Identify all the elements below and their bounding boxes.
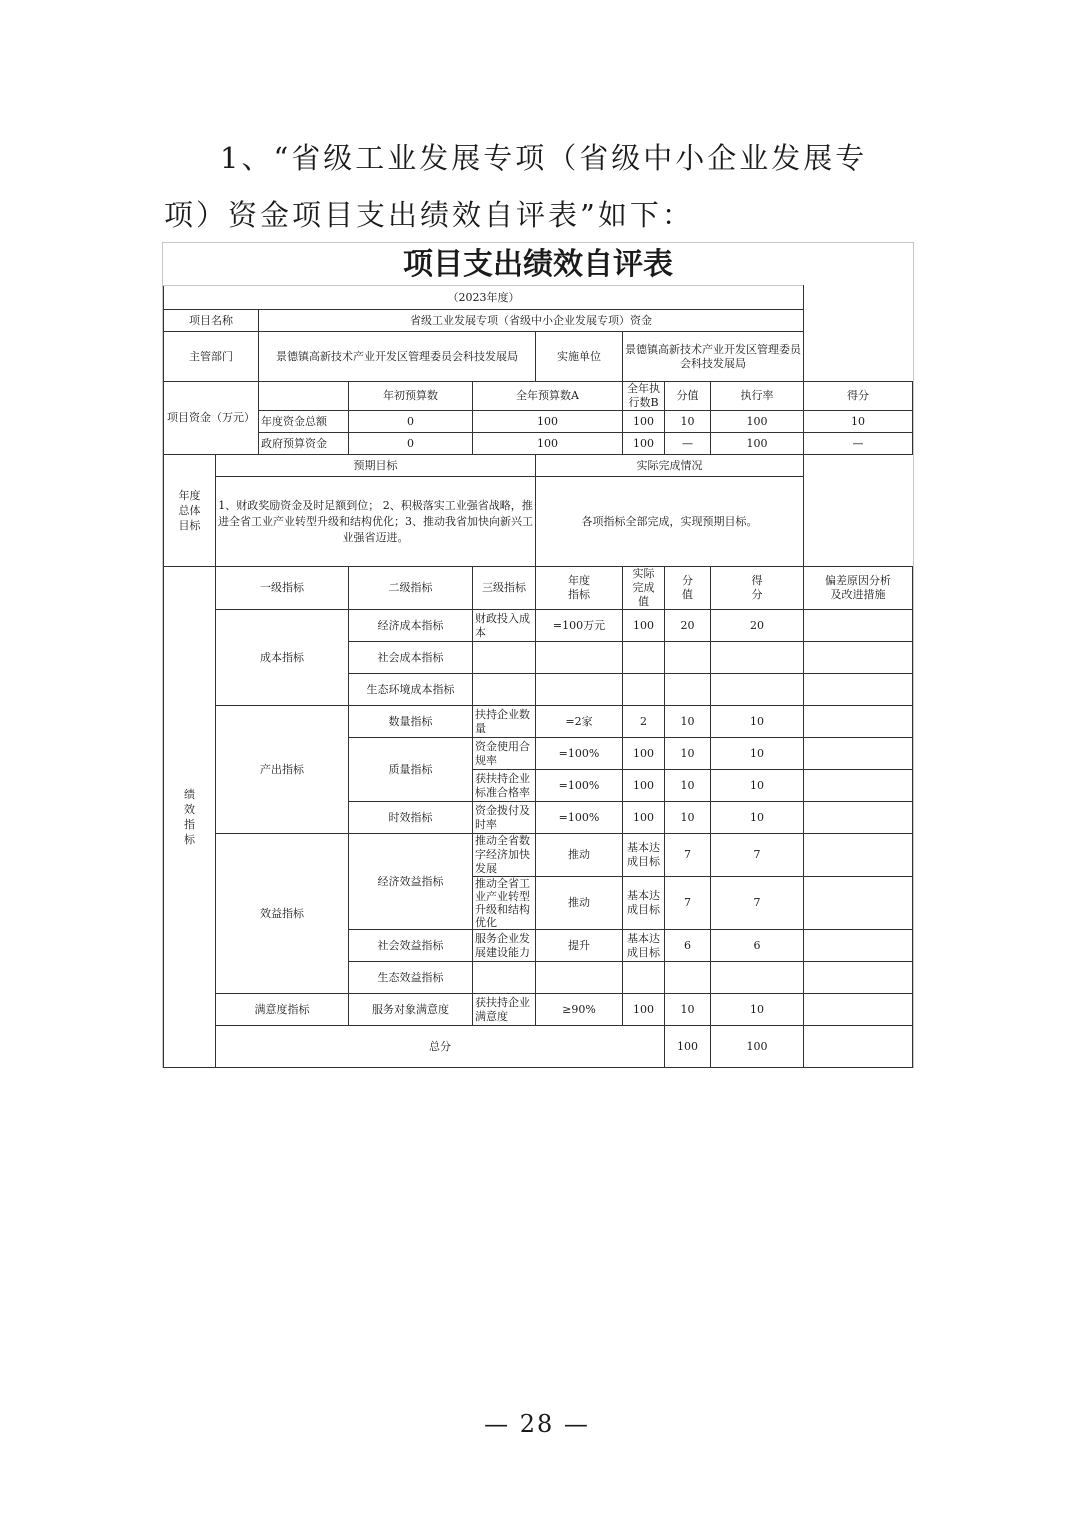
target-cell: =100% bbox=[536, 738, 623, 770]
l3-cell: 获扶持企业满意度 bbox=[473, 994, 536, 1026]
funds-cell: 100 bbox=[623, 411, 665, 433]
funds-blank-header bbox=[259, 382, 349, 411]
target-cell bbox=[536, 674, 623, 706]
l2-cell: 社会效益指标 bbox=[349, 930, 473, 962]
got-cell: 10 bbox=[711, 770, 804, 802]
target-cell: =100万元 bbox=[536, 610, 623, 642]
project-name-value: 省级工业发展专项（省级中小企业发展专项）资金 bbox=[259, 310, 804, 332]
got-cell bbox=[711, 674, 804, 706]
l3-cell bbox=[473, 642, 536, 674]
deviation-cell bbox=[804, 706, 913, 738]
funds-cell: 100 bbox=[711, 433, 804, 455]
actual-cell: 2 bbox=[623, 706, 665, 738]
got-cell: 7 bbox=[711, 834, 804, 877]
funds-header-initial: 年初预算数 bbox=[349, 382, 473, 411]
target-cell: =100% bbox=[536, 770, 623, 802]
funds-cell: — bbox=[665, 433, 711, 455]
intro-paragraph: 1、“省级工业发展专项（省级中小企业发展专项）资金项目支出绩效自评表”如下： bbox=[164, 141, 868, 232]
got-cell: 10 bbox=[711, 802, 804, 834]
funds-cell: — bbox=[804, 433, 913, 455]
target-cell: ≥90% bbox=[536, 994, 623, 1026]
deviation-cell bbox=[804, 930, 913, 962]
l2-cell: 数量指标 bbox=[349, 706, 473, 738]
target-cell: =100% bbox=[536, 802, 623, 834]
got-cell: 7 bbox=[711, 877, 804, 930]
funds-label: 项目资金（万元） bbox=[164, 382, 259, 455]
target-cell: 提升 bbox=[536, 930, 623, 962]
perf-header-score: 分值 bbox=[665, 567, 711, 610]
funds-cell: 10 bbox=[665, 411, 711, 433]
target-cell: =2家 bbox=[536, 706, 623, 738]
deviation-cell bbox=[804, 738, 913, 770]
score-cell bbox=[665, 642, 711, 674]
deviation-cell bbox=[804, 877, 913, 930]
l3-cell bbox=[473, 962, 536, 994]
score-cell: 10 bbox=[665, 738, 711, 770]
deviation-cell bbox=[804, 834, 913, 877]
funds-header-score: 分值 bbox=[665, 382, 711, 411]
funds-header-annual-a: 全年预算数A bbox=[473, 382, 623, 411]
actual-cell bbox=[623, 674, 665, 706]
deviation-cell bbox=[804, 674, 913, 706]
l2-cell: 经济成本指标 bbox=[349, 610, 473, 642]
goal-label-cell bbox=[164, 455, 216, 567]
deviation-cell bbox=[804, 994, 913, 1026]
perf-header-l1: 一级指标 bbox=[216, 567, 349, 610]
dept-label: 主管部门 bbox=[164, 332, 259, 382]
impl-label: 实施单位 bbox=[536, 332, 623, 382]
perf-header-target: 年度指标 bbox=[536, 567, 623, 610]
perf-label: 绩效指标 bbox=[184, 788, 195, 846]
cost-l1: 成本指标 bbox=[216, 610, 349, 706]
satisfaction-l1: 满意度指标 bbox=[216, 994, 349, 1026]
actual-cell: 100 bbox=[623, 738, 665, 770]
page-number: — 28 — bbox=[484, 1410, 590, 1438]
funds-header-exec-b: 全年执行数B bbox=[623, 382, 665, 411]
perf-header-actual: 实际完成值 bbox=[623, 567, 665, 610]
actual-cell bbox=[623, 962, 665, 994]
actual-cell: 100 bbox=[623, 802, 665, 834]
score-cell bbox=[665, 674, 711, 706]
actual-cell: 基本达成目标 bbox=[623, 877, 665, 930]
goal-expected-text: 1、财政奖励资金及时足额到位； 2、积极落实工业强省战略，推进全省工业产业转型升级和结构优化；3、推动我省加快向新兴工业强省迈进。 bbox=[216, 477, 536, 567]
perf-header-deviation: 偏差原因分析及改进措施 bbox=[804, 567, 913, 610]
target-cell: 推动 bbox=[536, 877, 623, 930]
l2-cell: 经济效益指标 bbox=[349, 834, 473, 930]
actual-cell: 基本达成目标 bbox=[623, 930, 665, 962]
got-cell: 6 bbox=[711, 930, 804, 962]
l2-cell: 社会成本指标 bbox=[349, 642, 473, 674]
score-cell: 10 bbox=[665, 994, 711, 1026]
evaluation-table bbox=[163, 285, 913, 1068]
got-cell bbox=[711, 642, 804, 674]
l3-cell bbox=[473, 674, 536, 706]
goal-expected-header: 预期目标 bbox=[216, 455, 536, 477]
benefit-l1: 效益指标 bbox=[216, 834, 349, 994]
got-cell bbox=[711, 962, 804, 994]
l3-cell: 服务企业发展建设能力 bbox=[473, 930, 536, 962]
l2-cell: 服务对象满意度 bbox=[349, 994, 473, 1026]
funds-row-label: 年度资金总额 bbox=[259, 411, 349, 433]
l3-cell: 财政投入成本 bbox=[473, 610, 536, 642]
actual-cell: 基本达成目标 bbox=[623, 834, 665, 877]
goal-actual-header: 实际完成情况 bbox=[536, 455, 804, 477]
got-cell: 10 bbox=[711, 994, 804, 1026]
output-l1: 产出指标 bbox=[216, 706, 349, 834]
target-cell: 推动 bbox=[536, 834, 623, 877]
score-cell: 10 bbox=[665, 706, 711, 738]
got-cell: 10 bbox=[711, 706, 804, 738]
l2-cell: 时效指标 bbox=[349, 802, 473, 834]
target-cell bbox=[536, 962, 623, 994]
score-cell: 10 bbox=[665, 770, 711, 802]
impl-value: 景德镇高新技术产业开发区管理委员会科技发展局 bbox=[623, 332, 804, 382]
actual-cell bbox=[623, 642, 665, 674]
l3-cell: 推动全省工业产业转型升级和结构优化 bbox=[473, 877, 536, 930]
l3-cell: 推动全省数字经济加快发展 bbox=[473, 834, 536, 877]
l3-cell: 资金使用合规率 bbox=[473, 738, 536, 770]
l2-cell: 生态效益指标 bbox=[349, 962, 473, 994]
deviation-cell bbox=[804, 802, 913, 834]
score-cell: 7 bbox=[665, 877, 711, 930]
funds-cell: 100 bbox=[623, 433, 665, 455]
funds-cell: 100 bbox=[473, 433, 623, 455]
target-cell bbox=[536, 642, 623, 674]
funds-cell: 100 bbox=[473, 411, 623, 433]
score-cell: 20 bbox=[665, 610, 711, 642]
funds-cell: 100 bbox=[711, 411, 804, 433]
year-label: （2023年度） bbox=[164, 286, 804, 310]
perf-header-l2: 二级指标 bbox=[349, 567, 473, 610]
dept-value: 景德镇高新技术产业开发区管理委员会科技发展局 bbox=[259, 332, 536, 382]
funds-row-label: 政府预算资金 bbox=[259, 433, 349, 455]
l3-cell: 资金拨付及时率 bbox=[473, 802, 536, 834]
score-cell: 10 bbox=[665, 802, 711, 834]
got-cell: 10 bbox=[711, 738, 804, 770]
l2-cell: 质量指标 bbox=[349, 738, 473, 802]
deviation-cell bbox=[804, 770, 913, 802]
table-title: 项目支出绩效自评表 bbox=[403, 247, 673, 282]
funds-header-rate: 执行率 bbox=[711, 382, 804, 411]
actual-cell: 100 bbox=[623, 610, 665, 642]
deviation-cell bbox=[804, 962, 913, 994]
self-evaluation-sheet bbox=[162, 242, 914, 1068]
total-label: 总分 bbox=[216, 1026, 665, 1068]
actual-cell: 100 bbox=[623, 770, 665, 802]
goal-label: 年度总体目标 bbox=[178, 489, 201, 532]
perf-header-l3: 三级指标 bbox=[473, 567, 536, 610]
l3-cell: 扶持企业数量 bbox=[473, 706, 536, 738]
deviation-cell bbox=[804, 642, 913, 674]
total-score: 100 bbox=[665, 1026, 711, 1068]
total-got: 100 bbox=[711, 1026, 804, 1068]
score-cell: 7 bbox=[665, 834, 711, 877]
project-name-label: 项目名称 bbox=[164, 310, 259, 332]
perf-label-cell bbox=[164, 567, 216, 1068]
l2-cell: 生态环境成本指标 bbox=[349, 674, 473, 706]
score-cell bbox=[665, 962, 711, 994]
funds-cell: 0 bbox=[349, 433, 473, 455]
actual-cell: 100 bbox=[623, 994, 665, 1026]
goal-actual-text: 各项指标全部完成，实现预期目标。 bbox=[536, 477, 804, 567]
total-deviation bbox=[804, 1026, 913, 1068]
got-cell: 20 bbox=[711, 610, 804, 642]
score-cell: 6 bbox=[665, 930, 711, 962]
deviation-cell bbox=[804, 610, 913, 642]
funds-cell: 10 bbox=[804, 411, 913, 433]
funds-header-got: 得分 bbox=[804, 382, 913, 411]
funds-cell: 0 bbox=[349, 411, 473, 433]
perf-header-got: 得分 bbox=[711, 567, 804, 610]
l3-cell: 获扶持企业标准合格率 bbox=[473, 770, 536, 802]
